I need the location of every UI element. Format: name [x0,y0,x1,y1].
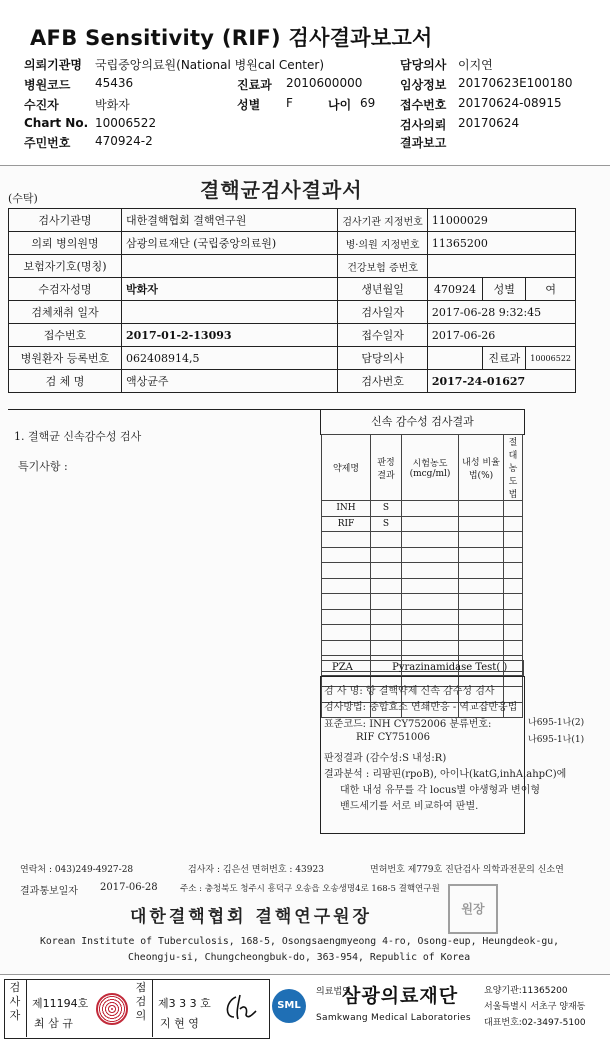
sex-label: 성별 [237,98,261,112]
corp-label: 의료법인 [316,987,351,997]
hosp-value: 삼광의료재단 (국립중앙의료원) [122,232,338,255]
agency-no-value: 11000029 [427,209,575,232]
sens-cell [459,547,504,563]
confirm-no: 제3 3 3 호 [158,997,211,1010]
hosp-no-value: 11365200 [427,232,575,255]
sens-row [322,501,523,517]
receipt-label-scan: 접수번호 [9,324,122,347]
sens-cell [371,532,402,548]
dept-label-scan: 진료과 [483,347,526,370]
sens-header-abs: 절대 농도법 [504,435,523,501]
method-method: 검사방법: 중합효소 연쇄반응 - 역교잡반응법 [324,702,518,713]
name-value: 박화자 [122,278,338,301]
sens-cell [459,516,504,532]
footer [0,974,610,1045]
sens-cell [371,578,402,594]
divider [152,979,153,1037]
pza-value: Pyrazinamidase Test( ) [392,662,508,673]
report-title: AFB Sensitivity (RIF) 검사결과보고서 [30,26,433,50]
sens-cell [504,594,523,610]
sens-cell [402,516,459,532]
doctor-label-scan: 담당의사 [338,347,427,370]
sens-cell [371,547,402,563]
examiner: 검사자 : 김은선 면허번호 : 43923 [188,865,324,875]
sens-cell [371,625,402,641]
institute-seal: 원장 [448,884,498,934]
rrn-label: 주민번호 [24,136,71,150]
sml-logo-icon: SML [272,989,306,1023]
doctor-value: 이지연 [458,58,493,72]
insurance-label: 보험자기호(명칭) [9,255,122,278]
doctor-label: 담당의사 [400,58,447,72]
sens-cell [504,625,523,641]
birth-label: 생년월일 [338,278,427,301]
sens-cell [322,563,371,579]
sens-cell [504,532,523,548]
clinical-label: 임상정보 [400,78,447,92]
sens-header-row [322,435,523,501]
sens-title: 신속 감수성 검사결과 [320,409,525,435]
sens-cell [322,625,371,641]
report-date-value: 2017-06-28 [100,882,158,893]
testno-value: 2017-24-01627 [427,370,575,393]
sens-cell [459,594,504,610]
sens-cell [459,609,504,625]
agency-no-label: 검사기관 지정번호 [338,209,427,232]
institution-value: 국립중앙의료원(National 병원cal Center) [95,58,324,72]
sens-row [322,625,523,641]
sens-cell [322,547,371,563]
reg-label: 병원환자 등록번호 [9,347,122,370]
hospital-code-label: 병원코드 [24,78,71,92]
contact: 연락처 : 043)249-4927-28 [20,865,134,875]
specimen-value: 액상균주 [122,370,338,393]
sens-header-result: 판정 결과 [371,435,402,501]
inspector-label: 검사자 [9,981,21,1022]
birth-value: 470924 [427,278,482,301]
chart-label: Chart No. [24,116,89,130]
sens-cell [459,563,504,579]
receiptdate-label: 접수일자 [338,324,427,347]
hosp-no-label: 병·의원 지정번호 [338,232,427,255]
pza-row [321,660,524,676]
sens-row [322,563,523,579]
agency-label: 검사기관명 [9,209,122,232]
sens-cell [402,594,459,610]
sens-cell [459,640,504,656]
sex-label-scan: 성별 [483,278,526,301]
sens-cell [504,578,523,594]
inspector-no: 제11194호 [32,997,89,1010]
remarks: 특기사항 : [18,460,68,473]
sens-cell [402,625,459,641]
sens-cell [371,594,402,610]
testdate-label: 검사일자 [338,301,427,324]
sens-row [322,578,523,594]
method-class2: 나695-1나(1) [528,735,585,745]
sens-cell [402,547,459,563]
dept-value: 2010600000 [286,76,363,90]
sens-cell [322,532,371,548]
corp-en: Samkwang Medical Laboratories [316,1013,471,1023]
sens-cell: INH [322,501,371,517]
sens-cell [459,578,504,594]
scan-heading: 결핵균검사결과서 [200,178,363,202]
collect-value [122,301,338,324]
insurance-value [122,255,338,278]
sens-cell [504,640,523,656]
sens-cell [402,563,459,579]
sens-cell [504,547,523,563]
sens-cell: RIF [322,516,371,532]
org-name: 대한결핵협회 결핵연구원장 [130,907,372,927]
method-analysis3: 밴드세기를 서로 비교하여 판별. [340,801,479,812]
signature-icon [222,991,258,1023]
hospital-code-value: 45436 [95,76,134,90]
age-value: 69 [360,96,376,110]
sens-cell [459,625,504,641]
testno-label: 검사번호 [338,370,427,393]
receipt-label: 접수번호 [400,98,447,112]
confirm-name: 지 현 영 [160,1017,199,1030]
method-analysis2: 대한 내성 유무를 각 locus별 야생형과 변이형 [340,785,541,796]
sens-row [322,594,523,610]
sens-cell [322,609,371,625]
sens-row [322,532,523,548]
sens-cell [371,640,402,656]
sens-cell [322,578,371,594]
address: 주소 : 충청북도 청주시 흥덕구 오송읍 오송생명4로 168-5 결핵연구원 [180,884,440,894]
divider [26,979,27,1037]
dept-label: 진료과 [237,78,272,92]
receiptdate-value: 2017-06-26 [427,324,575,347]
name-label: 수검자성명 [9,278,122,301]
agency-value: 대한결핵협회 결핵연구원 [122,209,338,232]
chart-value: 10006522 [95,116,157,130]
health-value [427,255,575,278]
method-code2: RIF CY751006 [356,732,431,743]
collect-label: 검체채취 일자 [9,301,122,324]
sens-cell [322,594,371,610]
sens-cell [371,563,402,579]
clinical-value: 20170623E100180 [458,76,573,90]
sens-cell [402,578,459,594]
sens-row [322,516,523,532]
report-date-label: 결과통보일자 [20,886,78,897]
institution-label: 의뢰기관명 [24,58,82,72]
sens-cell [504,501,523,517]
sens-cell: S [371,516,402,532]
sens-row [322,640,523,656]
request-value: 20170624 [458,116,520,130]
sens-cell [459,501,504,517]
sens-header-conc: 시험농도 (mcg/ml) [402,435,459,501]
sens-header-drug: 약제명 [322,435,371,501]
license: 면허번호 제779호 진단검사 의학과전문의 신소연 [370,865,564,875]
sens-cell: S [371,501,402,517]
info-table [8,208,576,393]
patient-value: 박화자 [95,98,130,112]
inspector-stamp-icon [96,993,128,1025]
sens-cell [504,563,523,579]
doctor-value-scan [427,347,482,370]
sens-cell [504,609,523,625]
receipt-value: 20170624-08915 [458,96,562,110]
pza-label: PZA [332,662,353,673]
rrn-value: 470924-2 [95,134,153,148]
method-analysis1: 결과분석 : 리팜핀(rpoB), 아이나(katG,inhA,ahpC)에 [324,769,567,780]
sens-cell [322,640,371,656]
sens-header-ratio: 내성 비율법(%) [459,435,504,501]
sens-row [322,547,523,563]
patient-label: 수진자 [24,98,59,112]
specimen-label: 검 체 명 [9,370,122,393]
sens-cell [402,532,459,548]
sens-cell [504,516,523,532]
confirm-label: 점검의 [135,981,147,1022]
receipt-value-scan: 2017-01-2-13093 [122,324,338,347]
org-en-1: Korean Institute of Tuberculosis, 168-5, Osongsaengmyeong 4-ro, Osong-eup, Heungdeok-gu, [40,936,560,947]
test-item: 1. 결핵균 신속감수성 검사 [14,430,142,443]
sens-row [322,609,523,625]
sens-cell [459,532,504,548]
health-label: 건강보험 증번호 [338,255,427,278]
method-class1: 나695-1나(2) [528,718,585,728]
corp-tel: 대표번호:02-3497-5100 [484,1018,586,1028]
sens-cell [402,609,459,625]
sens-cell [402,501,459,517]
scanned-document [0,166,610,974]
inspector-name: 최 삼 규 [34,1017,73,1030]
hosp-label: 의뢰 병의원명 [9,232,122,255]
result-label: 결과보고 [400,136,447,150]
testdate-value: 2017-06-28 9:32:45 [427,301,575,324]
method-code1: 표준코드: INH CY752006 분류번호: [324,719,492,730]
corp-name: 삼광의료재단 [342,985,459,1007]
age-label: 나이 [328,98,352,112]
dept-value-scan: 10006522 [526,347,576,370]
sens-cell [371,609,402,625]
sex-value: F [286,96,293,110]
reg-value: 062408914,5 [122,347,338,370]
corp-no: 요양기관:11365200 [484,986,568,996]
method-name: 검 사 명: 항 결핵약제 신속 감수성 검사 [324,686,495,697]
method-result: 판정결과 (감수성:S 내성:R) [324,753,447,764]
sex-value-scan: 여 [526,278,576,301]
scan-tag: (수탁) [8,192,38,205]
request-label: 검사의뢰 [400,118,447,132]
left-panel-border [8,409,320,410]
org-en-2: Cheongju-si, Chungcheongbuk-do, 363-954, Republic of Korea [128,952,471,963]
corp-addr: 서울특별시 서초구 양재동 [484,1002,586,1012]
sens-cell [402,640,459,656]
